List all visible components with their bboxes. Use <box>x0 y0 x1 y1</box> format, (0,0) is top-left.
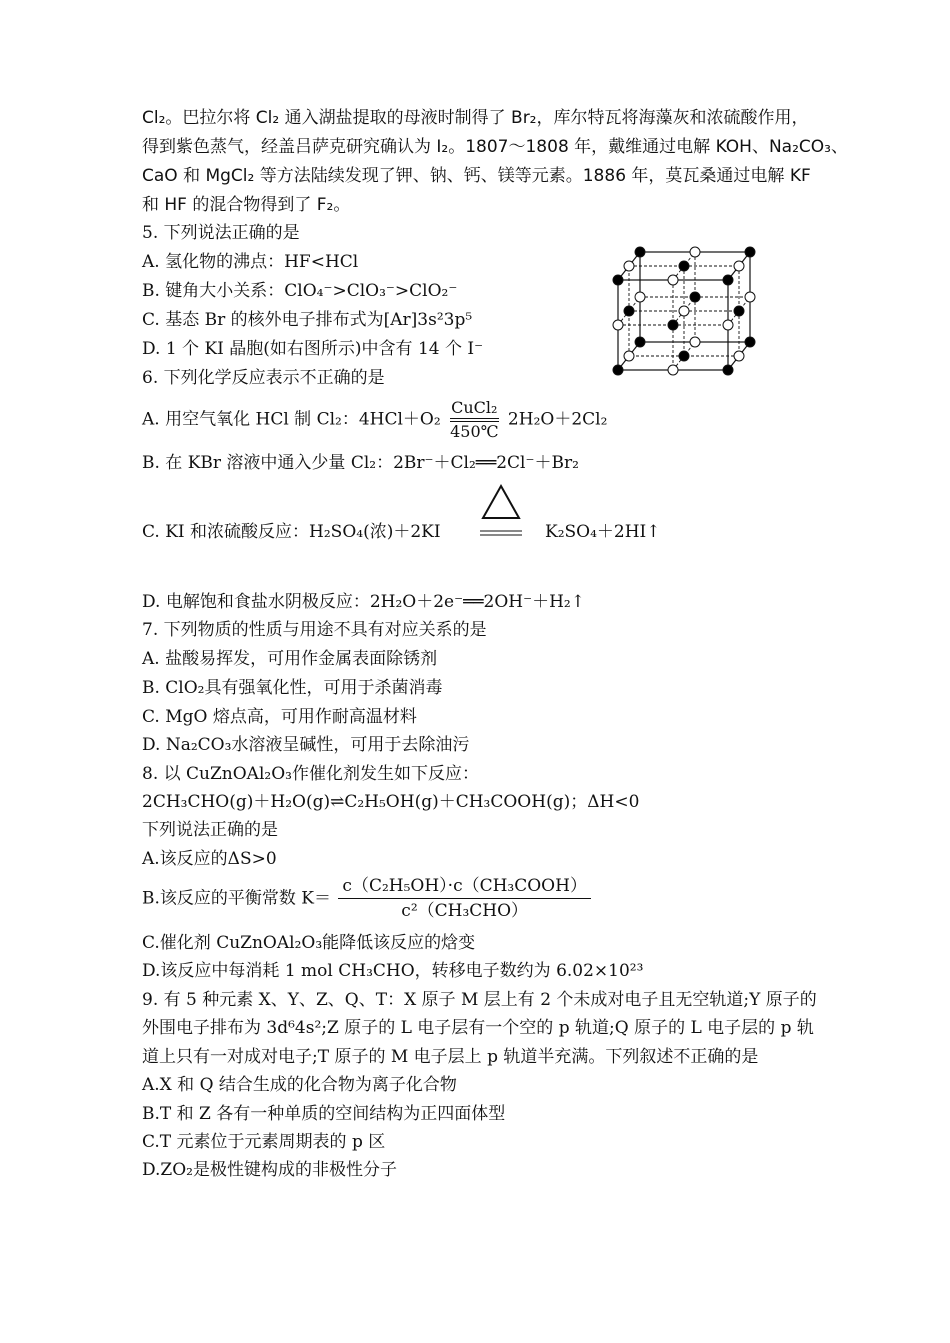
q9-option-d: D.ZO₂是极性键构成的非极性分子 <box>142 1160 397 1180</box>
heating-triangle-icon <box>480 483 522 521</box>
q6-option-a-condition <box>450 398 498 442</box>
q6-option-a-temperature: 450℃ <box>450 422 499 441</box>
q7-option-d: D. Na₂CO₃水溶液呈碱性，可用于去除油污 <box>142 735 470 755</box>
q5-option-b: B. 键角大小关系：ClO₄⁻>ClO₃⁻>ClO₂⁻ <box>142 281 458 301</box>
intro-line-2: 得到紫色蒸气，经盖吕萨克研究确认为 I₂。1807～1808 年，戴维通过电解 KOH、Na₂CO₃、 <box>142 137 848 157</box>
q6-option-c-reactants: C. KI 和浓硫酸反应：H₂SO₄(浓)＋2KI <box>142 522 441 542</box>
q5-stem: 5. 下列说法正确的是 <box>142 223 300 243</box>
q5-option-c: C. 基态 Br 的核外电子排布式为[Ar]3s²3p⁵ <box>142 310 473 330</box>
q8-fraction-denominator: c²（CH₃CHO） <box>401 901 529 921</box>
q7-stem: 7. 下列物质的性质与用途不具有对应关系的是 <box>142 620 487 640</box>
q9-stem-line-2: 外围电子排布为 3d⁶4s²;Z 原子的 L 电子层有一个空的 p 轨道;Q 原子的 L 电子层的 p 轨 <box>142 1018 814 1038</box>
q6-option-c-products: K₂SO₄＋2HI↑ <box>545 522 661 542</box>
q9-option-c: C.T 元素位于元素周期表的 p 区 <box>142 1132 386 1152</box>
q5-option-a: A. 氢化物的沸点：HF<HCl <box>142 252 359 272</box>
q6-option-a <box>142 398 607 442</box>
q8-fraction-numerator: c（C₂H₅OH）·c（CH₃COOH） <box>338 874 591 899</box>
q6-option-a-products: 2H₂O＋2Cl₂ <box>507 409 608 430</box>
q8-equation: 2CH₃CHO(g)＋H₂O(g)⇌C₂H₅OH(g)＋CH₃COOH(g)；ΔH<0 <box>142 792 640 812</box>
q8-stem: 8. 以 CuZnOAl₂O₃作催化剂发生如下反应： <box>142 764 479 784</box>
q9-option-a: A.X 和 Q 结合生成的化合物为离子化合物 <box>142 1075 457 1095</box>
q8-option-b <box>142 874 591 923</box>
q6-option-a-catalyst: CuCl₂ <box>451 398 498 417</box>
q8-subprompt: 下列说法正确的是 <box>142 820 278 840</box>
ki-crystal-cell-figure <box>610 246 760 376</box>
q6-option-d: D. 电解饱和食盐水阴极反应：2H₂O＋2e⁻══2OH⁻＋H₂↑ <box>142 592 585 612</box>
q8-option-a: A.该反应的ΔS>0 <box>142 849 277 869</box>
q7-option-c: C. MgO 熔点高，可用作耐高温材料 <box>142 707 417 727</box>
q8-equilibrium-fraction <box>338 874 591 923</box>
intro-line-3: CaO 和 MgCl₂ 等方法陆续发现了钾、钠、钙、镁等元素。1886 年，莫瓦桑通过电解 KF <box>142 166 811 186</box>
intro-line-4: 和 HF 的混合物得到了 F₂。 <box>142 195 351 215</box>
q7-option-a: A. 盐酸易挥发，可用作金属表面除锈剂 <box>142 649 438 669</box>
q5-option-d: D. 1 个 KI 晶胞(如右图所示)中含有 14 个 I⁻ <box>142 339 484 359</box>
q8-option-b-label: B.该反应的平衡常数 K＝ <box>142 888 332 909</box>
q6-option-b: B. 在 KBr 溶液中通入少量 Cl₂：2Br⁻＋Cl₂══2Cl⁻＋Br₂ <box>142 453 579 473</box>
q8-option-c: C.催化剂 CuZnOAl₂O₃能降低该反应的焓变 <box>142 933 476 953</box>
q9-option-b: B.T 和 Z 各有一种单质的空间结构为正四面体型 <box>142 1104 506 1124</box>
q9-stem-line-3: 道上只有一对成对电子;T 原子的 M 电子层上 p 轨道半充满。下列叙述不正确的是 <box>142 1047 759 1067</box>
q9-stem-line-1: 9. 有 5 种元素 X、Y、Z、Q、T：X 原子 M 层上有 2 个未成对电子且无空轨道;Y 原子的 <box>142 990 817 1010</box>
q7-option-b: B. ClO₂具有强氧化性，可用于杀菌消毒 <box>142 678 443 698</box>
q8-option-d: D.该反应中每消耗 1 mol CH₃CHO，转移电子数约为 6.02×10²³ <box>142 961 644 981</box>
reaction-equals-sign <box>480 529 522 537</box>
q6-stem: 6. 下列化学反应表示不正确的是 <box>142 368 385 388</box>
intro-line-1: Cl₂。巴拉尔将 Cl₂ 通入湖盐提取的母液时制得了 Br₂，库尔特瓦将海藻灰和浓硫酸作用， <box>142 108 809 128</box>
q6-option-a-reactants: A. 用空气氧化 HCl 制 Cl₂：4HCl＋O₂ <box>142 409 441 430</box>
